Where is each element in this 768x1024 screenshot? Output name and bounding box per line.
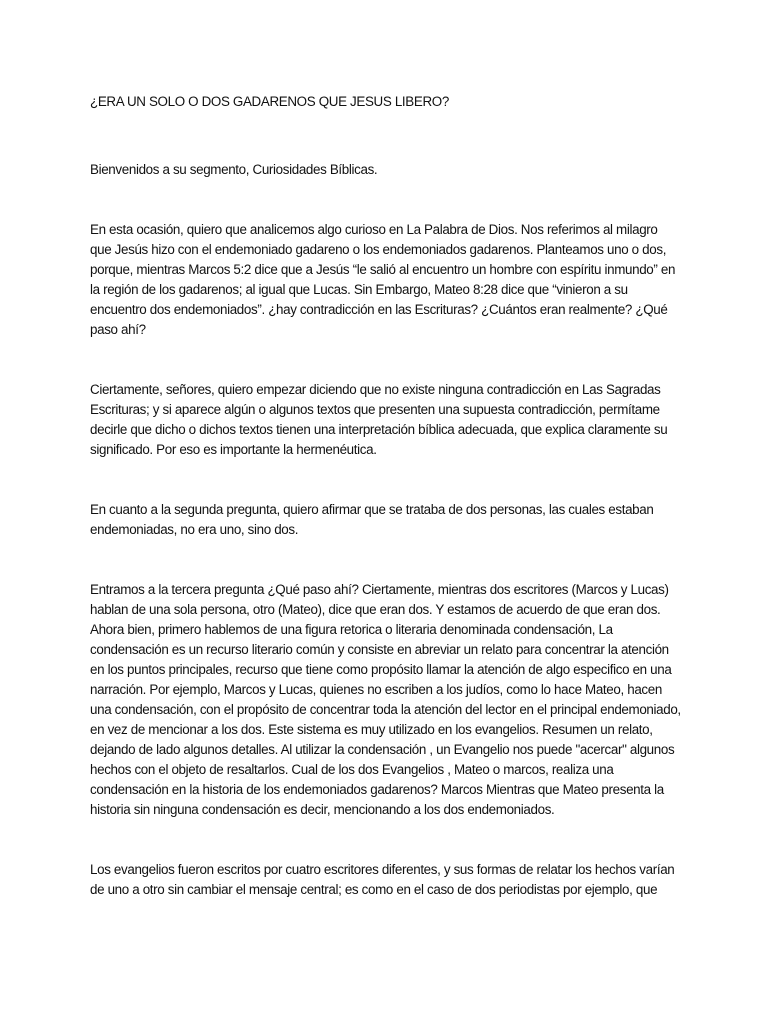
document-title: ¿ERA UN SOLO O DOS GADARENOS QUE JESUS LIBERO? [90, 94, 449, 109]
paragraph-two-persons: En cuanto a la segunda pregunta, quiero afirmar que se trataba de dos personas, las cuales estaban endemoniadas, no era uno, sino dos. [90, 502, 654, 537]
paragraph-evangelists: Los evangelios fueron escritos por cuatro escritores diferentes, y sus formas de relatar los hechos varían de uno a otro sin cambiar el mensaje central; es como en el caso de dos periodistas por ejemplo, que [90, 862, 675, 897]
document-body [90, 92, 682, 900]
paragraph-welcome: Bienvenidos a su segmento, Curiosidades Bíblicas. [90, 162, 378, 177]
paragraph-introduction: En esta ocasión, quiero que analicemos algo curioso en La Palabra de Dios. Nos referimos al milagro que Jesús hizo con el endemoniado gadareno o los endemoniados gadarenos. Planteamos uno o dos, porque, mientras Marcos 5:2 dice que a Jesús “le salió al encuentro un hombre con espíritu inmundo” en la región de los gadarenos; al igual que Lucas. Sin Embargo, Mateo 8:28 dice que “vinieron a su encuentro dos endemoniados”. ¿hay contradicción en las Escrituras? ¿Cuántos eran realmente? ¿Qué paso ahí? [90, 222, 676, 337]
paragraph-no-contradiction: Ciertamente, señores, quiero empezar diciendo que no existe ninguna contradicción en Las Sagradas Escrituras; y si aparece algún o algunos textos que presenten una supuesta contradicción, permítame decirle que dicho o dichos textos tienen una interpretación bíblica adecuada, que explica claramente su significado. Por eso es importante la hermenéutica. [90, 382, 668, 457]
paragraph-condensation: Entramos a la tercera pregunta ¿Qué paso ahí? Ciertamente, mientras dos escritores (Marcos y Lucas) hablan de una sola persona, otro (Mateo), dice que eran dos. Y estamos de acuerdo de que eran dos. Ahora bien, primero hablemos de una figura retorica o literaria denominada condensación, La condensación es un recurso literario común y consiste en abreviar un relato para concentrar la atención en los puntos principales, recurso que tiene como propósito llamar la atención de algo especifico en una narración. Por ejemplo, Marcos y Lucas, quienes no escriben a los judíos, como lo hace Mateo, hacen una condensación, con el propósito de concentrar toda la atención del lector en el principal endemoniado, en vez de mencionar a los dos. Este sistema es muy utilizado en los evangelios. Resumen un relato, dejando de lado algunos detalles. Al utilizar la condensación , un Evangelio nos puede "acercar" algunos hechos con el objeto de resaltarlos. Cual de los dos Evangelios , Mateo o marcos, realiza una condensación en la historia de los endemoniados gadarenos? Marcos Mientras que Mateo presenta la historia sin ninguna condensación es decir, mencionando a los dos endemoniados. [90, 582, 681, 817]
